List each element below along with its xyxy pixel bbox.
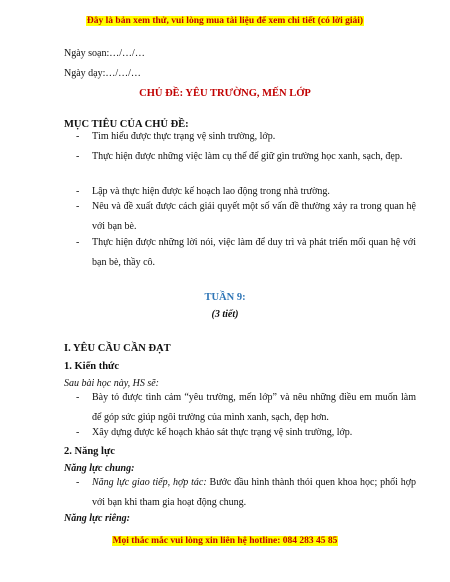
requirements-heading: I. YÊU CẦU CẦN ĐẠT <box>64 343 171 354</box>
specific-competency-heading: Năng lực riêng: <box>64 513 130 524</box>
objective-item: - Nêu và đề xuất được cách giải quyết một số vấn đề thường xảy ra trong quan hệ với bạn bè. <box>64 197 416 236</box>
objective-item: - Thực hiện được những việc làm cụ thể để giữ gìn trường học xanh, sạch, đẹp. <box>64 147 416 167</box>
competency-heading: 2. Năng lực <box>64 446 115 457</box>
knowledge-intro: Sau bài học này, HS sẽ: <box>64 378 159 389</box>
bullet-dash: - <box>76 151 80 162</box>
week-periods: (3 tiết) <box>211 309 239 320</box>
bullet-dash: - <box>76 201 80 212</box>
ngay-day: Ngày dạy:…/…/… <box>64 68 141 79</box>
bullet-dash: - <box>76 392 80 403</box>
top-banner: Đây là bản xem thử, vui lòng mua tài liệu để xem chi tiết (có lời giải) <box>86 16 364 26</box>
knowledge-item: - Xây dựng được kế hoạch khảo sát thực trạng vệ sinh trường, lớp. <box>64 423 416 443</box>
objective-item: - Lập và thực hiện được kế hoạch lao động trong nhà trường. <box>64 182 416 202</box>
knowledge-heading: 1. Kiến thức <box>64 361 120 372</box>
bullet-dash: - <box>76 131 80 142</box>
topic-title: CHỦ ĐỀ: YÊU TRƯỜNG, MẾN LỚP <box>139 88 311 99</box>
competency-label: Năng lực giao tiếp, hợp tác: <box>92 477 207 488</box>
ngay-soan: Ngày soạn:…/…/… <box>64 48 145 59</box>
objective-item: - Thực hiện được những lời nói, việc làm để duy trì và phát triển mối quan hệ với bạn bè, thầy cô. <box>64 233 416 272</box>
knowledge-item: - Bày tỏ được tình cảm “yêu trường, mến lớp” và nêu những điều em muốn làm để góp sức giúp ngôi trường của mình xanh, sạch, đẹp hơn. <box>64 388 416 427</box>
general-competency-heading: Năng lực chung: <box>64 463 135 474</box>
bullet-dash: - <box>76 477 80 488</box>
objective-item: - Tìm hiểu được thực trạng vệ sinh trường, lớp. <box>64 127 416 147</box>
competency-text: Bước đầu hình thành thói quen khoa học; phối hợp với bạn khi tham gia hoạt động chung. <box>92 477 417 508</box>
bottom-banner: Mọi thắc mắc vui lòng xin liên hệ hotline: 084 283 45 85 <box>112 536 338 546</box>
bullet-dash: - <box>76 237 80 248</box>
week-title: TUẦN 9: <box>204 292 246 303</box>
bullet-dash: - <box>76 186 80 197</box>
general-competency-item <box>64 473 416 512</box>
objectives-heading: MỤC TIÊU CỦA CHỦ ĐỀ: <box>64 119 189 130</box>
bullet-dash: - <box>76 427 80 438</box>
